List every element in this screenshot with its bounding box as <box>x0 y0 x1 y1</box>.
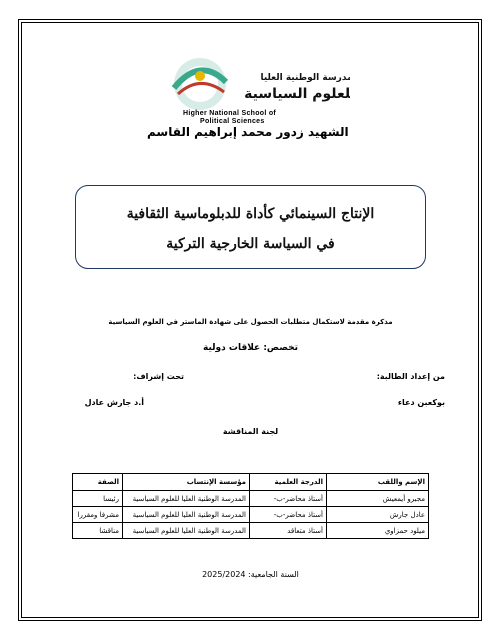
student-label: من إعداد الطالبة: <box>376 372 445 381</box>
school-name-en-line2: Political Sciences <box>200 118 265 125</box>
memo-statement: مذكرة مقدمة لاستكمال متطلبات الحصول على شهادة الماستر في العلوم السياسية <box>108 318 393 326</box>
school-logo <box>160 54 350 116</box>
svg-text:المدرسة الوطنية العليا: المدرسة الوطنية العليا <box>260 73 350 83</box>
cell-role: مناقشا <box>73 523 123 539</box>
cell-institution: المدرسة الوطنية العليا للعلوم السياسية <box>123 491 250 507</box>
table-row <box>73 491 429 507</box>
title-box <box>75 185 426 269</box>
cell-role: رئيسا <box>73 491 123 507</box>
svg-text:للعلوم السياسية: للعلوم السياسية <box>244 86 350 102</box>
table-row <box>73 523 429 539</box>
cell-rank: أستاذ متعاقد <box>250 523 327 539</box>
cell-role: مشرفا ومقررا <box>73 507 123 523</box>
table-row <box>73 507 429 523</box>
supervisor-label: تحت إشراف: <box>133 372 184 381</box>
cell-name: عادل جارش <box>327 507 429 523</box>
academic-year: السنة الجامعية: 2025/2024 <box>202 570 299 579</box>
school-name-en-line1: Higher National School of <box>183 110 277 117</box>
column-header-institution: مؤسسة الإنتساب <box>123 474 250 491</box>
thesis-title-line1: الإنتاج السينمائي كأداة للدبلوماسية الثقافية <box>126 206 375 222</box>
cell-rank: أستاذ محاضر-ب- <box>250 491 327 507</box>
committee-table <box>72 473 429 539</box>
cell-institution: المدرسة الوطنية العليا للعلوم السياسية <box>123 523 250 539</box>
column-header-role: الصفة <box>73 474 123 491</box>
column-header-name: الإسم واللقب <box>327 474 429 491</box>
thesis-title-line2: في السياسة الخارجية التركية <box>166 236 335 252</box>
martyr-name: الشهيد زدور محمد إبراهيم القاسم <box>147 125 349 139</box>
table-header-row <box>73 474 429 491</box>
cell-rank: أستاذ محاضر-ب- <box>250 507 327 523</box>
cell-institution: المدرسة الوطنية العليا للعلوم السياسية <box>123 507 250 523</box>
cell-name: مجبرو أيمعيش <box>327 491 429 507</box>
supervisor-name: أ.د جارش عادل <box>84 398 144 407</box>
committee-label: لجنة المناقشة <box>222 427 279 436</box>
cell-name: ميلود حمزاوي <box>327 523 429 539</box>
student-name: بوكعبن دعاء <box>397 398 445 407</box>
specialization: تخصص: علاقات دولية <box>203 343 298 353</box>
column-header-rank: الدرجة العلمية <box>250 474 327 491</box>
